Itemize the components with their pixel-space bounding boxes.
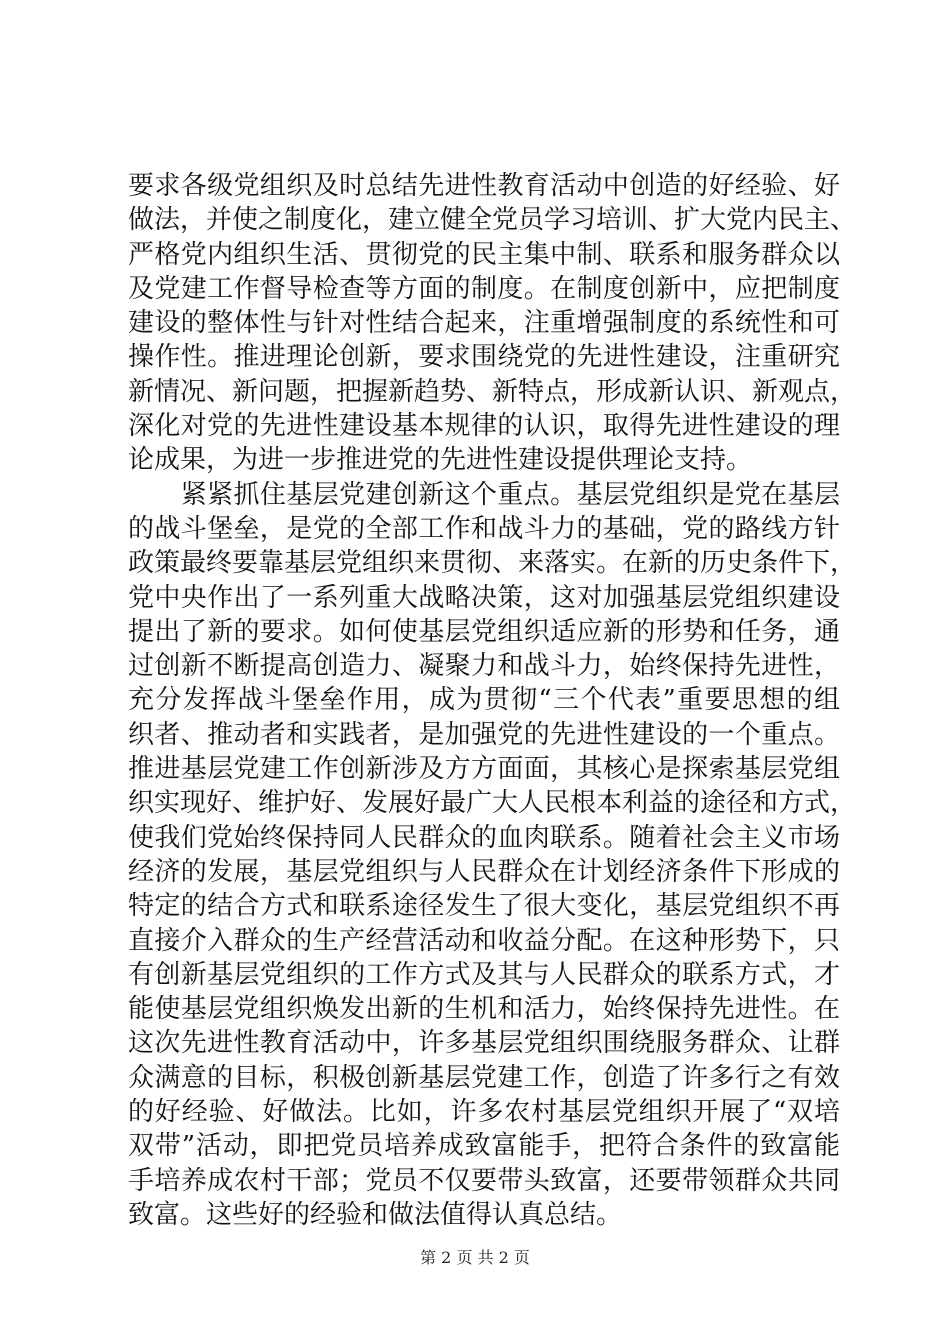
text-line: 众满意的目标，积极创新基层党建工作，创造了许多行之有效 bbox=[128, 1062, 840, 1093]
text-line: 过创新不断提高创造力、凝聚力和战斗力，始终保持先进性， bbox=[128, 651, 840, 682]
text-line: 能使基层党组织焕发出新的生机和活力，始终保持先进性。在 bbox=[128, 994, 840, 1025]
text-line: 这次先进性教育活动中，许多基层党组织围绕服务群众、让群 bbox=[128, 1028, 840, 1059]
text-line: 推进基层党建工作创新涉及方方面面，其核心是探索基层党组 bbox=[128, 754, 840, 785]
text-line: 做法，并使之制度化，建立健全党员学习培训、扩大党内民主、 bbox=[128, 205, 857, 236]
paragraph-start-line: 紧紧抓住基层党建创新这个重点。基层党组织是党在基层 bbox=[128, 479, 840, 510]
text-line: 新情况、新问题，把握新趋势、新特点，形成新认识、新观点， bbox=[128, 376, 857, 407]
text-line: 织实现好、维护好、发展好最广大人民根本利益的途径和方式， bbox=[128, 788, 857, 819]
text-line: 织者、推动者和实践者，是加强党的先进性建设的一个重点。 bbox=[128, 719, 840, 750]
text-line: 要求各级党组织及时总结先进性教育活动中创造的好经验、好 bbox=[128, 171, 840, 201]
text-line: 直接介入群众的生产经营活动和收益分配。在这种形势下，只 bbox=[128, 925, 840, 956]
text-line: 的战斗堡垒，是党的全部工作和战斗力的基础，党的路线方针 bbox=[128, 513, 840, 544]
text-line: 严格党内组织生活、贯彻党的民主集中制、联系和服务群众以 bbox=[128, 239, 840, 270]
text-line: 党中央作出了一系列重大战略决策，这对加强基层党组织建设 bbox=[128, 582, 840, 613]
page-number-footer: 第 2 页 共 2 页 bbox=[420, 1248, 530, 1267]
text-line: 操作性。推进理论创新，要求围绕党的先进性建设，注重研究 bbox=[128, 342, 840, 373]
text-line: 有创新基层党组织的工作方式及其与人民群众的联系方式，才 bbox=[128, 959, 840, 990]
text-line: 政策最终要靠基层党组织来贯彻、来落实。在新的历史条件下， bbox=[128, 548, 857, 579]
text-line: 提出了新的要求。如何使基层党组织适应新的形势和任务，通 bbox=[128, 616, 840, 647]
text-line: 的好经验、好做法。比如，许多农村基层党组织开展了“双培 bbox=[128, 1097, 840, 1128]
text-line: 建设的整体性与针对性结合起来，注重增强制度的系统性和可 bbox=[128, 308, 840, 339]
text-line: 深化对党的先进性建设基本规律的认识，取得先进性建设的理 bbox=[128, 411, 840, 442]
paragraph-end-line: 致富。这些好的经验和做法值得认真总结。 bbox=[128, 1199, 623, 1230]
paragraph-end-line: 论成果，为进一步推进党的先进性建设提供理论支持。 bbox=[128, 445, 753, 476]
text-line: 使我们党始终保持同人民群众的血肉联系。随着社会主义市场 bbox=[128, 822, 840, 853]
document-body bbox=[128, 169, 857, 1232]
text-line: 充分发挥战斗堡垒作用，成为贯彻“三个代表”重要思想的组 bbox=[128, 685, 840, 716]
text-line: 双带”活动，即把党员培养成致富能手，把符合条件的致富能 bbox=[128, 1131, 840, 1162]
text-line: 经济的发展，基层党组织与人民群众在计划经济条件下形成的 bbox=[128, 856, 840, 887]
text-line: 手培养成农村干部；党员不仅要带头致富，还要带领群众共同 bbox=[128, 1165, 840, 1196]
text-line: 特定的结合方式和联系途径发生了很大变化，基层党组织不再 bbox=[128, 891, 840, 922]
text-line: 及党建工作督导检查等方面的制度。在制度创新中，应把制度 bbox=[128, 273, 840, 304]
